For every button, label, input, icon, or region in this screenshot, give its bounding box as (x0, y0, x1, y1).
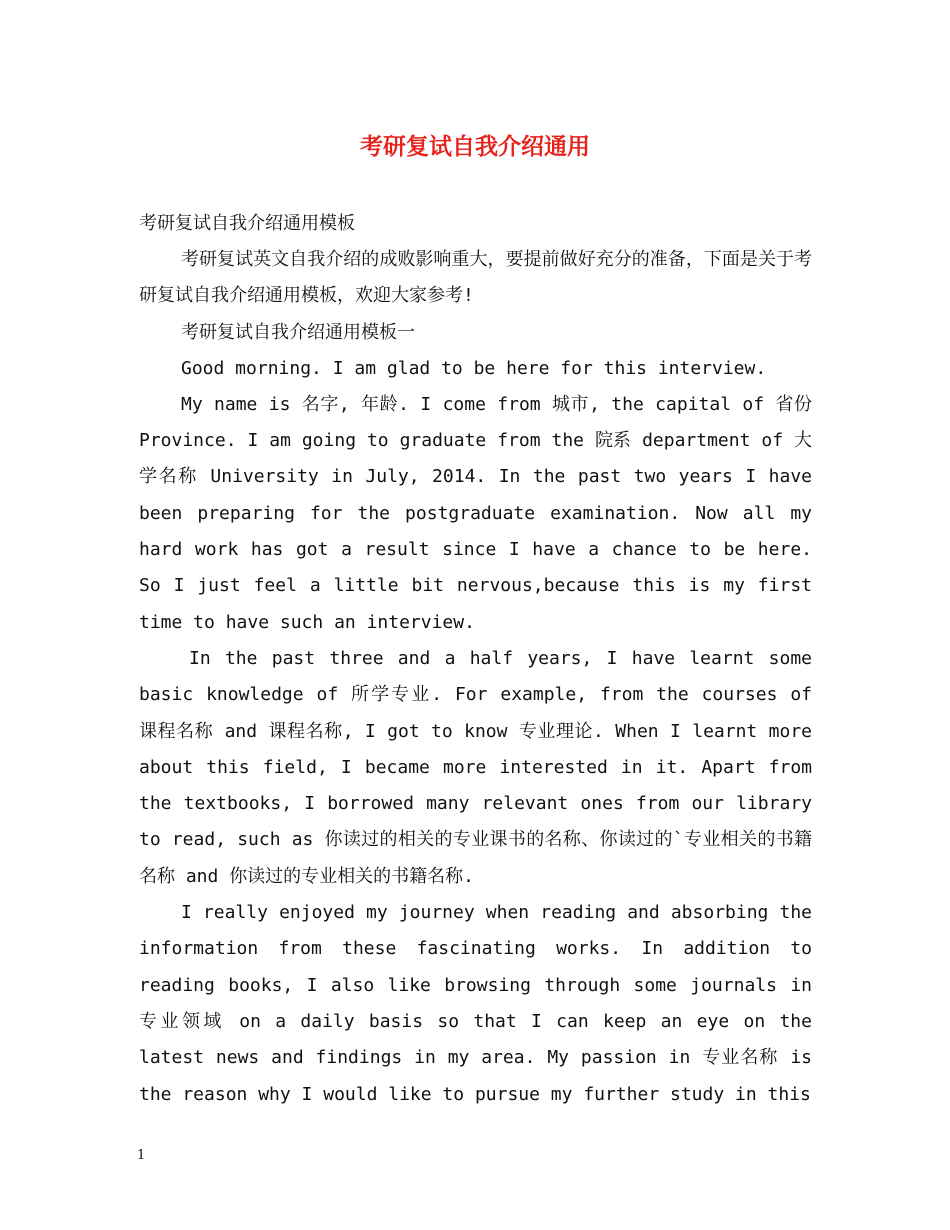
paragraph-studies: In the past three and a half years, I have learnt some basic knowledge of 所学专业. For example, from the courses of 课程名称 and 课程名称, I got to know 专业理论. When I learnt more about this field, I became more interested in it. Apart from the textbooks, I borrowed many relevant ones from our library to read, such as 你读过的相关的专业课书的名称、你读过的`专业相关的书籍名称 and 你读过的专业相关的书籍名称. (139, 647, 812, 887)
page-number: 1 (137, 1148, 146, 1163)
paragraph-interests: I really enjoyed my journey when reading and absorbing the information from these fascinating works. In addition to reading books, I also like browsing through some journals in 专业领域 on a daily basis so that I can keep an eye on the latest news and findings in my area. My passion in 专业名称 is the reason why I would like to pursue my further study in this (139, 902, 812, 1105)
section-heading: 考研复试自我介绍通用模板 (139, 213, 355, 234)
paragraph-greeting: Good morning. I am glad to be here for this interview. (181, 357, 767, 379)
document-title: 考研复试自我介绍通用 (360, 133, 590, 160)
template-subheading: 考研复试自我介绍通用模板一 (181, 321, 415, 343)
paragraph-background: My name is 名字, 年龄. I come from 城市, the capital of 省份 Province. I am going to graduate from the 院系 department of 大学名称 University in July, 2014. In the past two years I have been preparing for the postgraduate examination. Now all my hard work has got a result since I have a chance to be here. So I just feel a little bit nervous,because this is my first time to have such an interview. (139, 393, 812, 633)
intro-paragraph: 考研复试英文自我介绍的成败影响重大，要提前做好充分的准备，下面是关于考研复试自我介绍通用模板，欢迎大家参考! (139, 249, 812, 307)
document-body (139, 206, 812, 1113)
